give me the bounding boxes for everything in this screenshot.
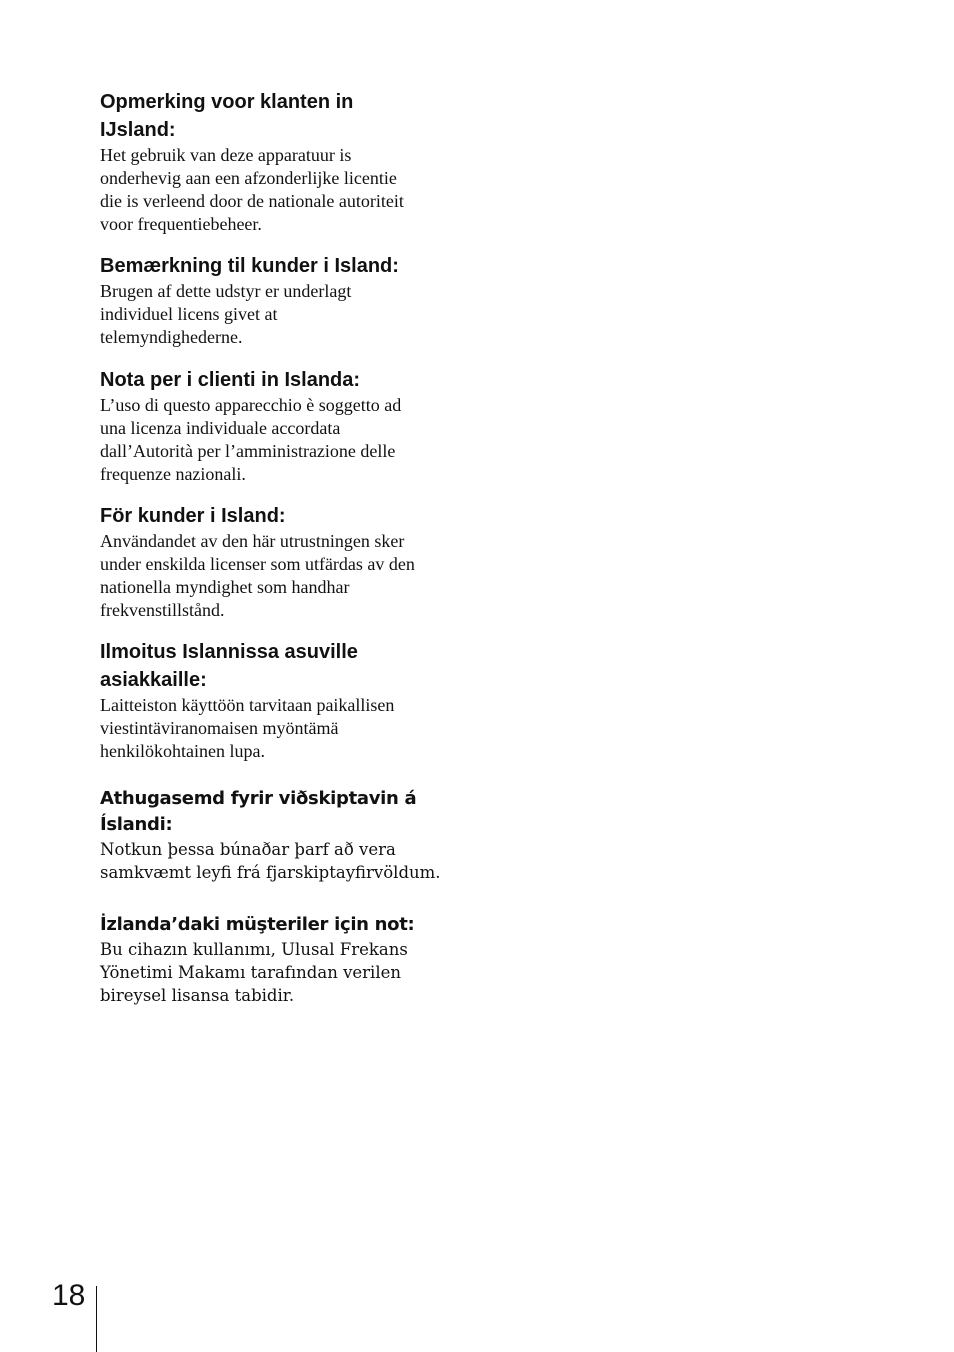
section-italian — [100, 366, 401, 486]
section-swedish — [100, 502, 415, 622]
section-turkish — [100, 912, 414, 1007]
section-heading: İzlanda’daki müşteriler için not: — [100, 914, 415, 935]
section-heading: Ilmoitus Islannissa asuville asiakkaille: — [100, 641, 358, 691]
section-heading: För kunder i Island: — [100, 505, 286, 527]
section-body: Bu cihazın kullanımı, Ulusal Frekans Yönetimi Makamı tarafından verilen bireysel lisansa tabidir. — [100, 940, 408, 1005]
section-dutch — [100, 88, 404, 236]
section-finnish — [100, 638, 394, 763]
section-body: Brugen af dette udstyr er underlagt individuel licens givet at telemyndighederne. — [100, 281, 352, 347]
section-heading: Athugasemd fyrir viðskiptavin á Íslandi: — [100, 788, 417, 835]
section-body: Användandet av den här utrustningen sker under enskilda licenser som utfärdas av den nationella myndighet som handhar frekvenstillstånd. — [100, 531, 415, 620]
section-body: Laitteiston käyttöön tarvitaan paikallisen viestintäviranomaisen myöntämä henkilökohtainen lupa. — [100, 695, 395, 761]
section-heading: Bemærkning til kunder i Island: — [100, 255, 399, 277]
page-number: 18 — [52, 1279, 86, 1312]
page-divider-rule — [96, 1286, 97, 1352]
section-body: Notkun þessa búnaðar þarf að vera samkvæmt leyfi frá fjarskiptayfirvöldum. — [100, 840, 441, 882]
section-body: Het gebruik van deze apparatuur is onderhevig aan een afzonderlijke licentie die is verleend door de nationale autoriteit voor frequentiebeheer. — [100, 145, 404, 234]
section-icelandic — [100, 786, 441, 884]
section-heading: Nota per i clienti in Islanda: — [100, 369, 361, 391]
section-body: L’uso di questo apparecchio è soggetto ad una licenza individuale accordata dall’Autorità per l’amministrazione delle frequenze nazionali. — [100, 395, 402, 484]
section-heading: Opmerking voor klanten in IJsland: — [100, 91, 354, 141]
section-danish — [100, 252, 399, 349]
